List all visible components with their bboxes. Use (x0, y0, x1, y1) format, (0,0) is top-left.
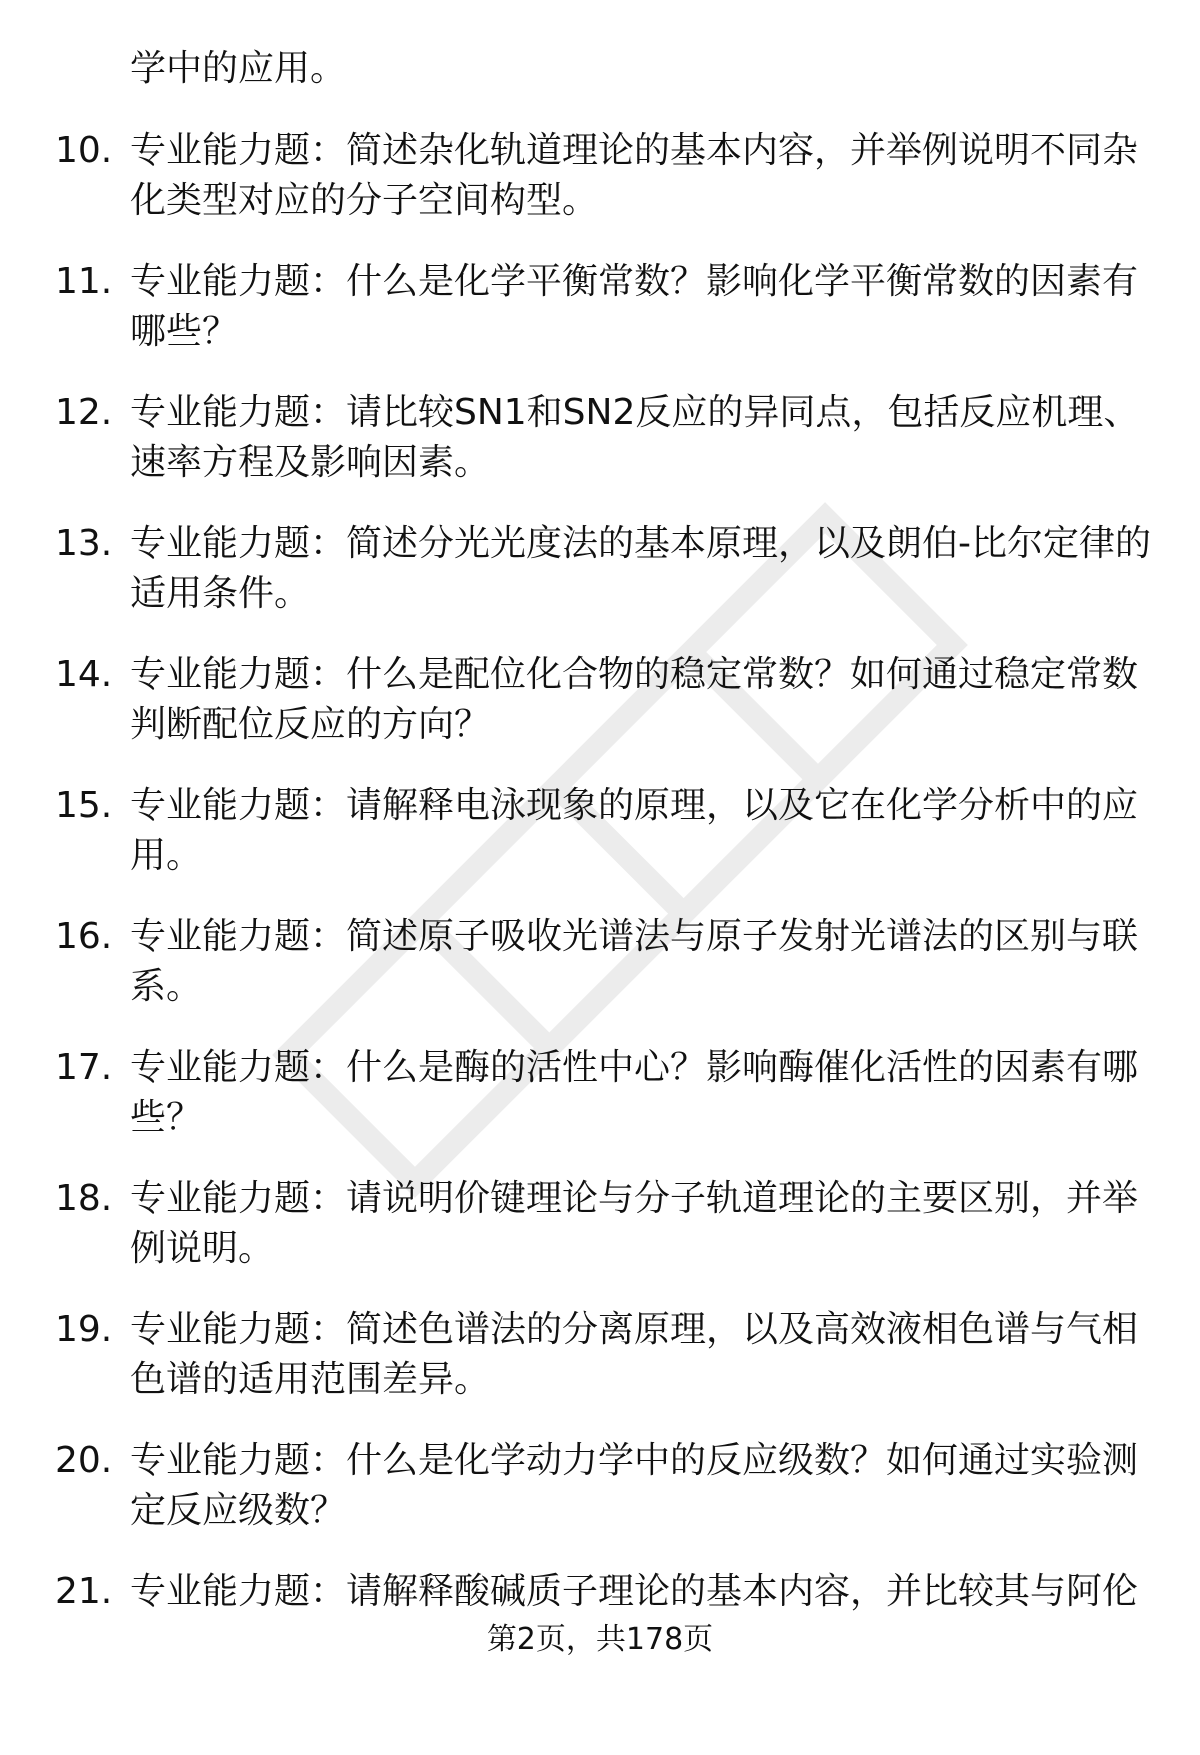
question-text (130, 650, 1160, 750)
question-item (0, 1174, 1200, 1274)
document-body (0, 44, 1200, 1698)
question-item (0, 126, 1200, 226)
question-item (0, 519, 1200, 619)
question-item (0, 781, 1200, 881)
question-number: 15. (55, 785, 113, 826)
question-list (0, 126, 1200, 1667)
question-item (0, 257, 1200, 357)
question-text (130, 519, 1160, 619)
question-number: 12. (55, 392, 113, 433)
question-item (0, 912, 1200, 1012)
question-line: 色谱的适用范围差异。 (130, 1359, 491, 1400)
question-text (130, 388, 1160, 488)
question-number: 10. (55, 130, 113, 171)
question-number: 13. (55, 523, 113, 564)
question-line: 化类型对应的分子空间构型。 (130, 180, 599, 221)
question-line: 专业能力题：什么是酶的活性中心？影响酶催化活性的因素有哪 (130, 1047, 1139, 1088)
page-footer: 第2页，共178页 (486, 1622, 714, 1657)
question-line: 专业能力题：什么是化学动力学中的反应级数？如何通过实验测 (130, 1440, 1139, 1481)
question-item (0, 1305, 1200, 1405)
question-line: 系。 (130, 966, 203, 1007)
question-item (0, 1436, 1200, 1536)
continuation-text: 学中的应用。 (130, 48, 347, 89)
question-text (130, 257, 1160, 357)
question-number: 21. (55, 1571, 113, 1612)
question-number: 19. (55, 1309, 113, 1350)
question-number: 20. (55, 1440, 113, 1481)
question-item (0, 650, 1200, 750)
question-line: 专业能力题：请解释酸碱质子理论的基本内容，并比较其与阿伦 (130, 1571, 1139, 1612)
question-number: 17. (55, 1047, 113, 1088)
question-number: 16. (55, 916, 113, 957)
question-line: 例说明。 (130, 1228, 275, 1269)
question-line: 专业能力题：简述色谱法的分离原理，以及高效液相色谱与气相 (130, 1309, 1139, 1350)
question-line: 定反应级数？ (130, 1490, 347, 1531)
question-item (0, 388, 1200, 488)
question-line: 哪些？ (130, 311, 239, 352)
question-line: 专业能力题：简述原子吸收光谱法与原子发射光谱法的区别与联 (130, 916, 1139, 957)
question-line: 专业能力题：简述分光光度法的基本原理，以及朗伯-比尔定律的 (130, 523, 1151, 564)
question-line: 专业能力题：什么是配位化合物的稳定常数？如何通过稳定常数 (130, 654, 1139, 695)
question-line: 专业能力题：请解释电泳现象的原理，以及它在化学分析中的应 (130, 785, 1139, 826)
question-text (130, 781, 1160, 881)
question-text (130, 1436, 1160, 1536)
question-line: 速率方程及影响因素。 (130, 442, 491, 483)
question-line: 判断配位反应的方向？ (130, 704, 491, 745)
question-line: 专业能力题：简述杂化轨道理论的基本内容，并举例说明不同杂 (130, 130, 1139, 171)
question-text (130, 1043, 1160, 1143)
question-text (130, 1567, 1160, 1617)
question-line: 专业能力题：什么是化学平衡常数？影响化学平衡常数的因素有 (130, 261, 1139, 302)
question-text (130, 1174, 1160, 1274)
question-number: 11. (55, 261, 113, 302)
question-text (130, 912, 1160, 1012)
question-line: 专业能力题：请比较SN1和SN2反应的异同点，包括反应机理、 (130, 392, 1140, 433)
question-line: 用。 (130, 835, 203, 876)
question-line: 适用条件。 (130, 573, 311, 614)
question-item (0, 1043, 1200, 1143)
question-line: 些？ (130, 1097, 203, 1138)
question-number: 18. (55, 1178, 113, 1219)
question-number: 14. (55, 654, 113, 695)
question-line: 专业能力题：请说明价键理论与分子轨道理论的主要区别，并举 (130, 1178, 1139, 1219)
question-text (130, 126, 1160, 226)
question-text (130, 1305, 1160, 1405)
